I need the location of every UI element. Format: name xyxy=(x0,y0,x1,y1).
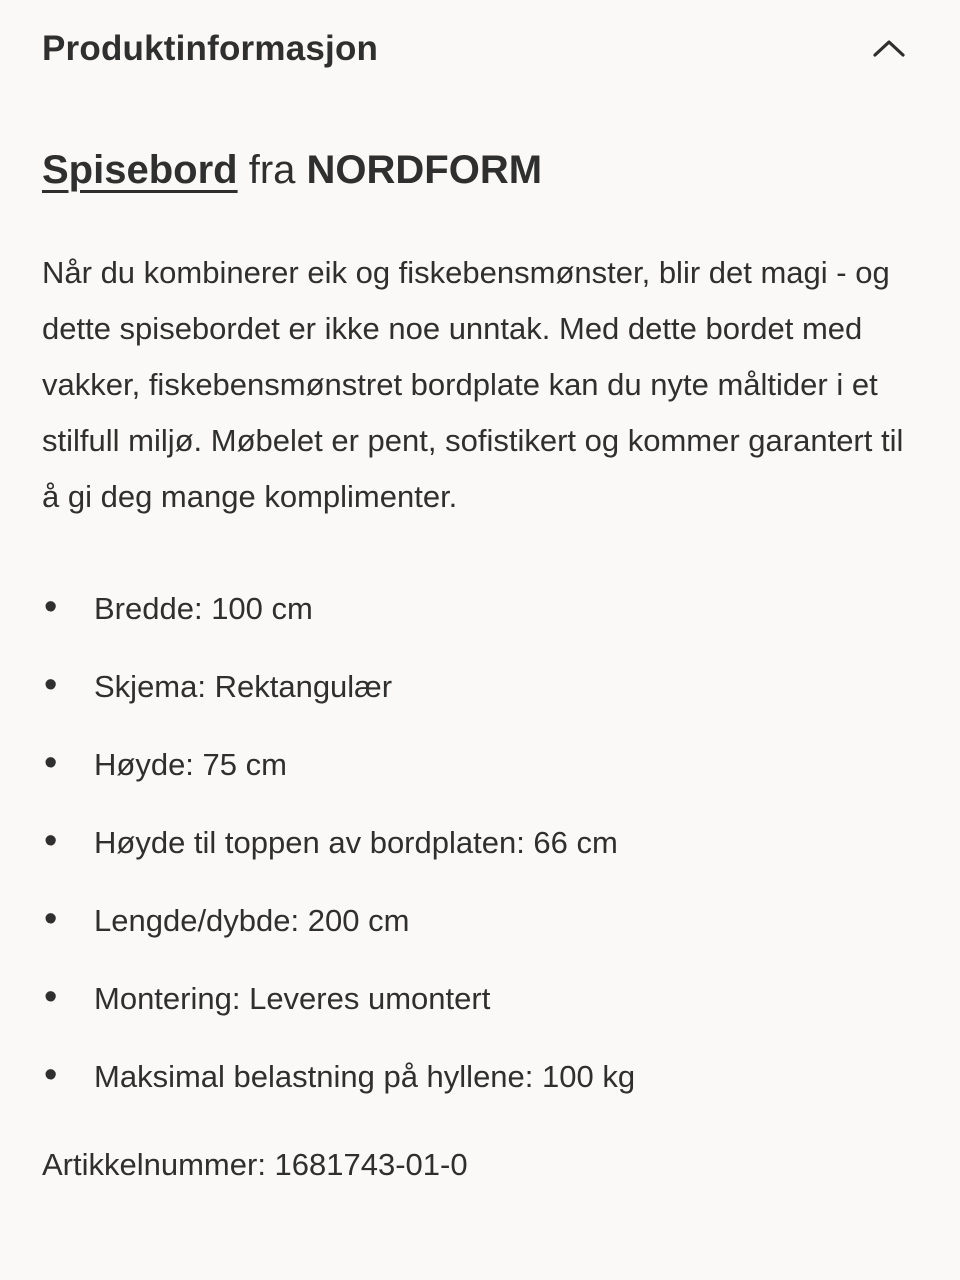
product-name-connector: fra xyxy=(237,148,307,192)
spec-item-height: • Høyde: 75 cm xyxy=(42,747,918,783)
chevron-up-icon xyxy=(870,48,908,63)
product-name-heading xyxy=(42,145,918,195)
product-information-accordion-header[interactable] xyxy=(42,22,918,71)
spec-item-shape: • Skjema: Rektangulær xyxy=(42,669,918,705)
article-number: Artikkelnummer: 1681743-01-0 xyxy=(42,1147,468,1182)
section-title: Produktinformasjon xyxy=(42,29,379,68)
product-description: Når du kombinerer eik og fiskebensmønster, blir det magi - og dette spisebordet er ikke noe unntak. Med dette bordet med vakker, fiskebensmønstret bordplate kan du nyte måltider i et stilfull miljø. Møbelet er pent, sofistikert og kommer garantert til å gi deg mange komplimenter. xyxy=(42,255,904,514)
product-brand: NORDFORM xyxy=(306,148,543,192)
spec-item-width: • Bredde: 100 cm xyxy=(42,591,918,627)
spec-item-max-load: • Maksimal belastning på hyllene: 100 kg xyxy=(42,1059,918,1095)
spec-item-length-depth: • Lengde/dybde: 200 cm xyxy=(42,903,918,939)
spec-item-assembly: • Montering: Leveres umontert xyxy=(42,981,918,1017)
product-type-link[interactable]: Spisebord xyxy=(42,148,238,192)
spec-item-top-height: • Høyde til toppen av bordplaten: 66 cm xyxy=(42,825,918,861)
collapse-section-button[interactable] xyxy=(866,28,912,71)
spec-list xyxy=(42,591,918,1095)
